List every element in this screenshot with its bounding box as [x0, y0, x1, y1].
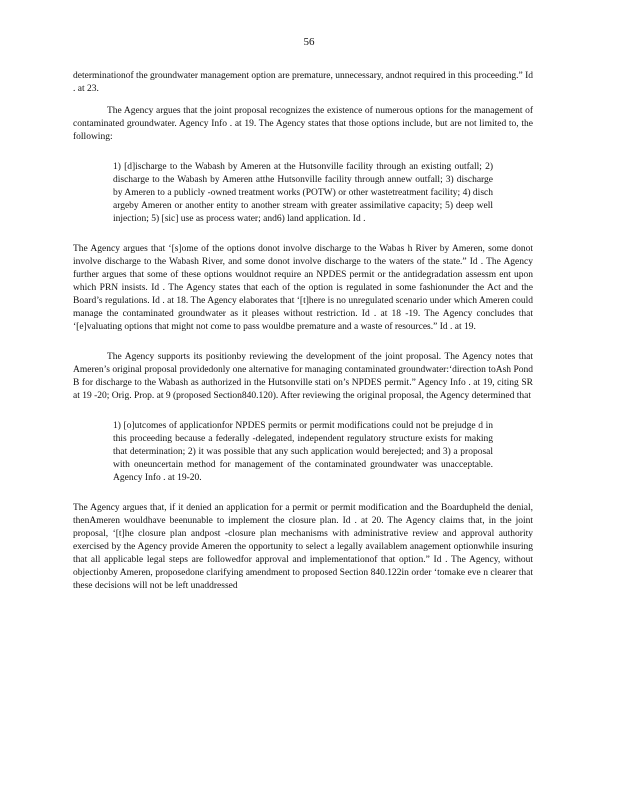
paragraph: The Agency argues that, if it denied an application for a permit or permit modification and the Boardupheld the denial, thenAmeren wouldhave beenunable to implement the closure plan. Id . at 20. The Agency claims that, in the joint proposal, ‘[t]he closure plan andpost -closure plan mechanisms with administrative review and approval authority exercised by the Agency provide Ameren the opportunity to select a legally availablem anagement optionwhile insuring that all applicable legal steps are followedfor approval and implementationof that option.” Id . The Agency, without objectionby Ameren, proposedone clarifying amendment to proposed Section 840.122in order ‘tomake eve n clearer that these decisions will not be left unaddressed — [73, 503, 533, 591]
paragraph: The Agency argues that the joint proposal recognizes the existence of numerous options for the management of contaminated groundwater. Agency Info . at 19. The Agency states that those options include, but are not limited to, the following: — [73, 106, 533, 142]
paragraph: determinationof the groundwater management option are premature, unnecessary, andnot required in this proceeding.” Id . at 23. — [73, 71, 533, 94]
paragraph: The Agency argues that ‘[s]ome of the options donot involve discharge to the Wabas h River by Ameren, some donot involve discharge to the Wabash River, and some donot involve discharge to the waters of the state.” Id . The Agency further argues that some of these options wouldnot require an NPDES permit or the antidegradation assessm ent upon which PRN insists. Id . The Agency states that each of the option is regulated in some fashionunder the Act and the Board’s regulations. Id . at 18. The Agency elaborates that ‘[t]here is no unregulated scenario under which Ameren could manage the contaminated groundwater as it pleases without restriction. Id . at 18 -19. The Agency concludes that ‘[e]valuating options that might not come to pass wouldbe premature and a waste of resources.” Id . at 19. — [73, 244, 533, 332]
page-number: 56 — [303, 36, 315, 48]
paragraph: The Agency supports its positionby reviewing the development of the joint proposal. The Agency notes that Ameren’s original proposal providedonly one alternative for managing contaminated groundwater:‘direction toAsh Pond B for discharge to the Wabash as authorized in the Hutsonville stati on’s NPDES permit.” Agency Info . at 19, citing SR at 19 -20; Orig. Prop. at 9 (proposed Section840.120). After reviewing the original proposal, the Agency determined that — [73, 352, 533, 401]
block-quote: 1) [o]utcomes of applicationfor NPDES permits or permit modifications could not be prejudge d in this proceeding because a federally -delegated, independent regulatory structure exists for making that determination; 2) it was possible that any such application would berejected; and 3) a proposal with oneuncertain method for management of the contaminated groundwater was unacceptable. Agency Info . at 19-20. — [113, 421, 493, 483]
block-quote: 1) [d]ischarge to the Wabash by Ameren at the Hutsonville facility through an existing outfall; 2) discharge to the Wabash by Ameren atthe Hutsonville facility through annew outfall; 3) discharge by Ameren to a publicly -owned treatment works (POTW) or other wastetreatment facility; 4) disch argeby Ameren or another entity to another stream with greater assimilative capacity; 5) deep well injection; 5) [sic] use as process water; and6) land application. Id . — [113, 162, 493, 224]
document-body — [73, 70, 533, 610]
